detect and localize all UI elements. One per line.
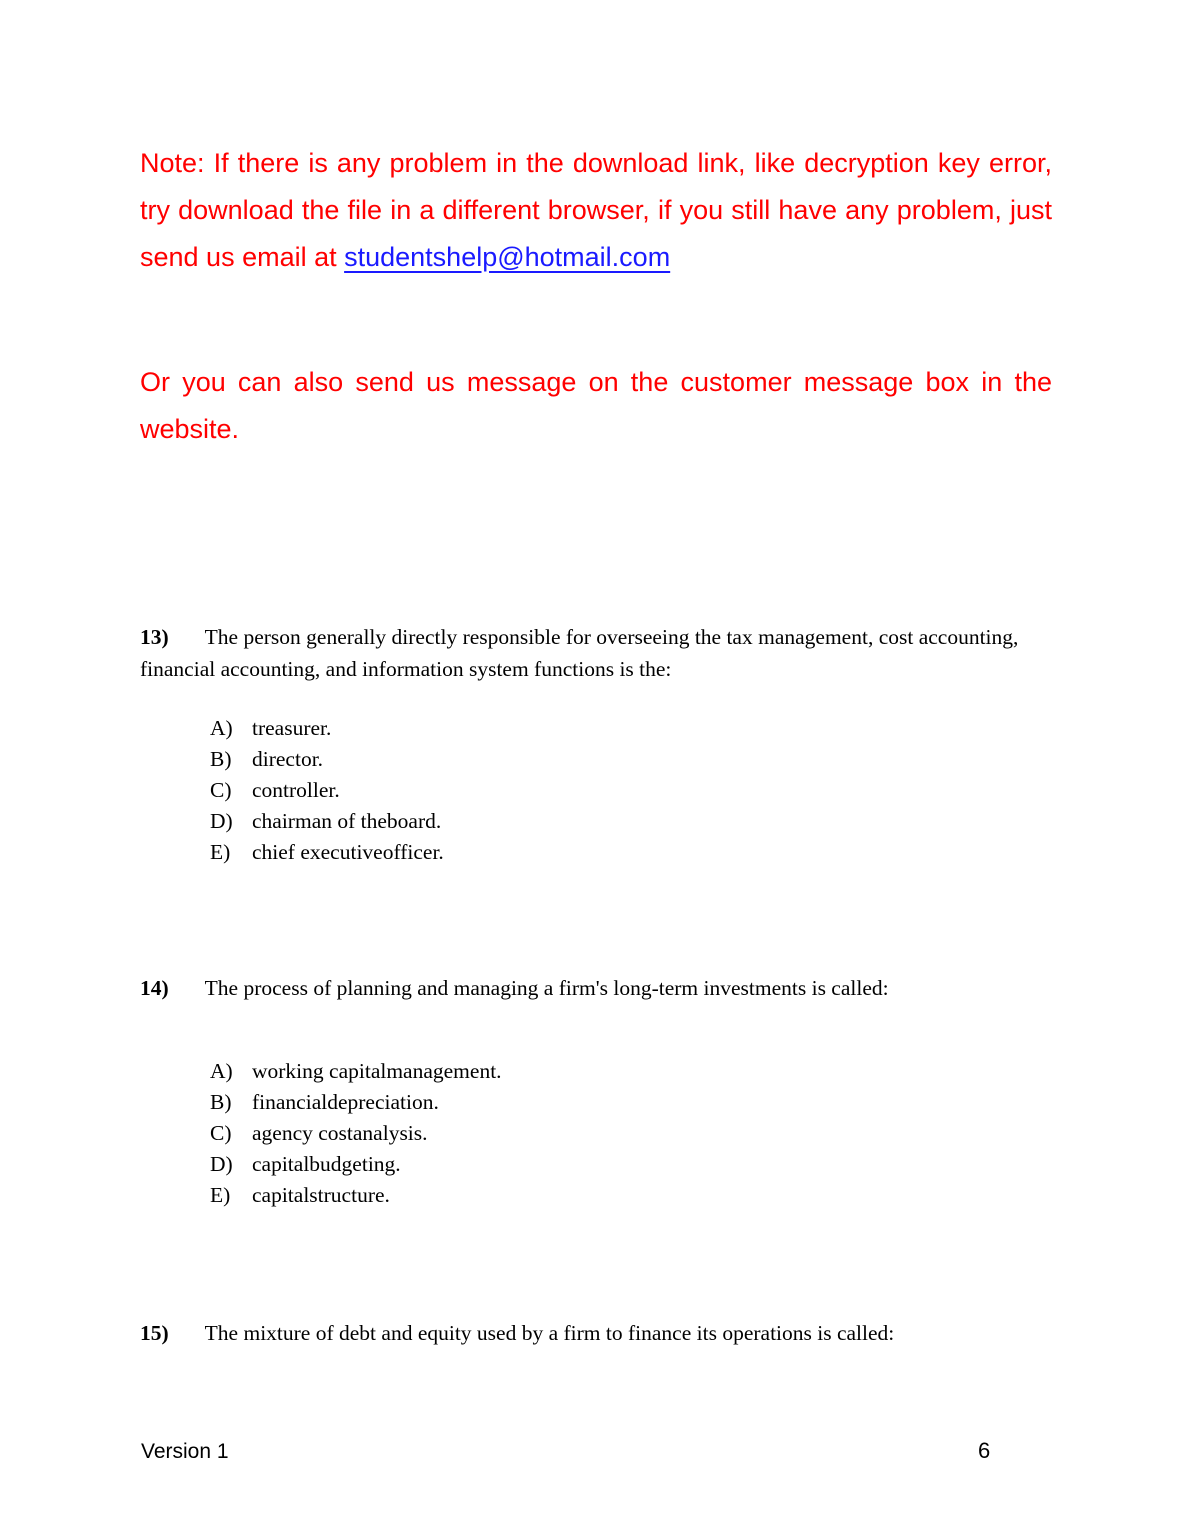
option-text: financialdepreciation.: [252, 1090, 439, 1114]
option-row: [210, 1056, 1052, 1087]
option-label: C): [210, 778, 232, 802]
option-label: D): [210, 809, 233, 833]
question-14-body: The process of planning and managing a firm's long-term investments is called:: [204, 976, 889, 1000]
option-text: chief executiveofficer.: [252, 840, 444, 864]
option-label: A): [210, 716, 233, 740]
question-14-options: [210, 1056, 1052, 1211]
page-content: [140, 0, 1052, 1349]
option-row: [210, 837, 1052, 868]
option-label: D): [210, 1152, 233, 1176]
option-text: controller.: [252, 778, 340, 802]
option-row: [210, 713, 1052, 744]
question-14-text: [140, 972, 1052, 1004]
support-email-link[interactable]: studentshelp@hotmail.com: [344, 242, 671, 272]
option-text: capitalstructure.: [252, 1183, 390, 1207]
question-13-options: [210, 713, 1052, 868]
option-label: E): [210, 1183, 231, 1207]
option-label: C): [210, 1121, 232, 1145]
option-label: B): [210, 747, 232, 771]
footer-page-number: 6: [978, 1438, 991, 1463]
option-text: capitalbudgeting.: [252, 1152, 401, 1176]
option-row: [210, 1087, 1052, 1118]
option-row: [210, 744, 1052, 775]
question-13-body: The person generally directly responsible for overseeing the tax management, cost accounting, financial accounting, and information system functions is the:: [140, 625, 1019, 681]
option-text: treasurer.: [252, 716, 332, 740]
question-13-number: 13): [140, 625, 169, 649]
option-row: [210, 806, 1052, 837]
download-note-paragraph: [140, 140, 1052, 281]
option-label: A): [210, 1059, 233, 1083]
question-15-body: The mixture of debt and equity used by a firm to finance its operations is called:: [204, 1321, 895, 1345]
question-15-number: 15): [140, 1321, 169, 1345]
option-row: [210, 1118, 1052, 1149]
message-box-note-paragraph: Or you can also send us message on the customer message box in the website.: [140, 367, 1052, 444]
option-text: working capitalmanagement.: [252, 1059, 502, 1083]
download-note-text: Note: If there is any problem in the download link, like decryption key error, try download the file in a different browser, if you still have any problem, just send us email at: [140, 148, 1052, 272]
question-15-text: [140, 1317, 1052, 1349]
option-label: E): [210, 840, 231, 864]
option-row: [210, 1149, 1052, 1180]
footer-version-label: Version 1: [141, 1440, 229, 1463]
option-row: [210, 1180, 1052, 1211]
question-14-number: 14): [140, 976, 169, 1000]
option-text: agency costanalysis.: [252, 1121, 428, 1145]
question-13-text: [140, 621, 1052, 685]
option-label: B): [210, 1090, 232, 1114]
option-text: director.: [252, 747, 324, 771]
option-row: [210, 775, 1052, 806]
option-text: chairman of theboard.: [252, 809, 442, 833]
